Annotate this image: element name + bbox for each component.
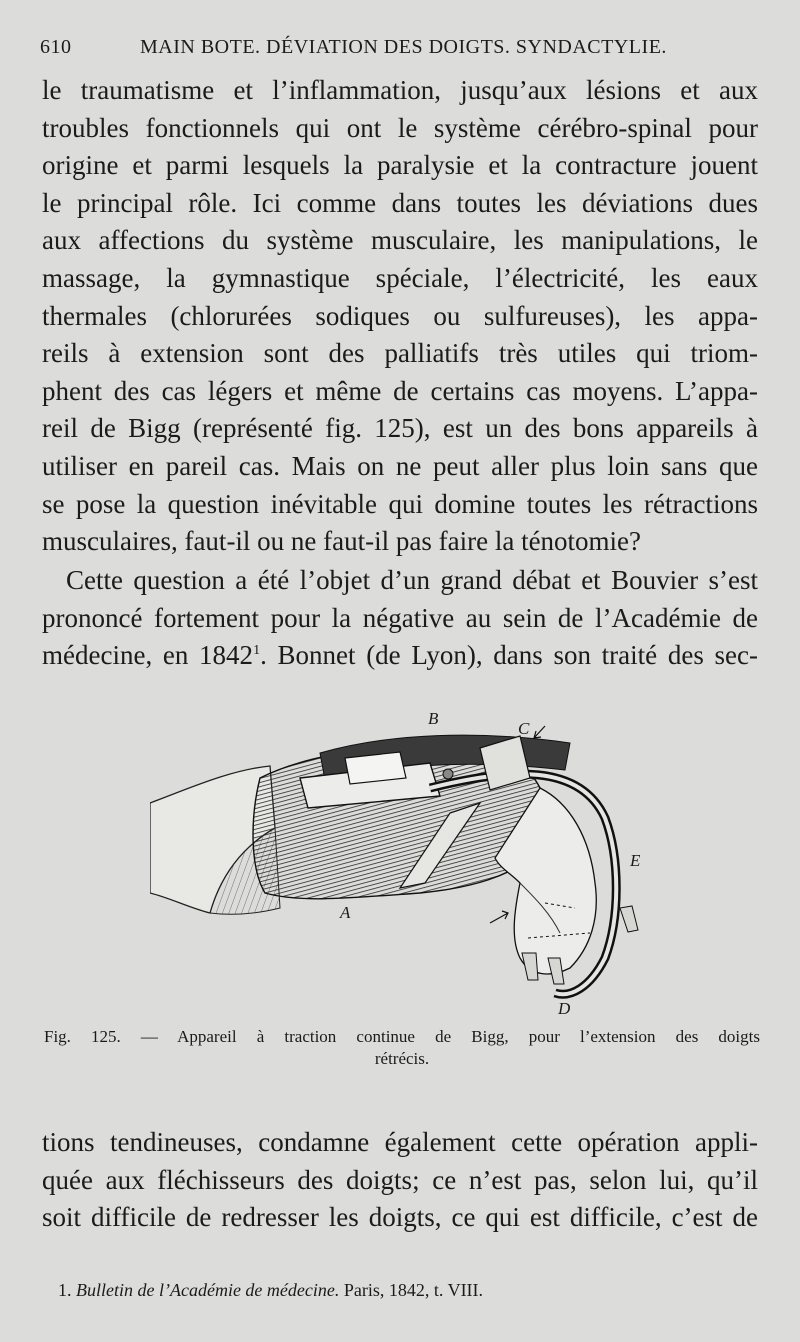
footnote-title: Bulletin de l’Académie de médecine.	[76, 1280, 340, 1300]
text-line: origine et parmi lesquels la paralysie et la contracture jouent	[42, 150, 758, 181]
text-line: se pose la question inévitable qui domine toutes les rétractions	[42, 488, 758, 519]
text-line	[42, 637, 758, 675]
figure-label-d: D	[558, 999, 571, 1018]
text-line: thermales (chlorurées sodiques ou sulfureuses), les appa-	[42, 300, 758, 331]
text-line: phent des cas légers et même de certains cas moyens. L’appa-	[42, 375, 758, 406]
text-line: tions tendineuses, condamne également cette opération appli-	[42, 1127, 758, 1157]
text-line: le principal rôle. Ici comme dans toutes les déviations dues	[42, 187, 758, 218]
screw-knob	[443, 769, 453, 779]
caption-line: Fig. 125. — Appareil à traction continue de Bigg, pour l’extension des doigts	[44, 1027, 760, 1046]
footnote	[58, 1280, 758, 1301]
figure-125-illustration	[150, 708, 670, 1020]
fingertip	[522, 953, 538, 980]
arrow-pointer	[490, 911, 508, 923]
paragraph-1	[42, 72, 758, 561]
text-line: Cette question a été l’objet d’un grand débat et Bouvier s’est	[66, 565, 758, 595]
figure-label-c: C	[518, 719, 530, 738]
text-line: quée aux fléchisseurs des doigts; ce n’est pas, selon lui, qu’il	[42, 1164, 758, 1195]
fingertip	[620, 906, 638, 932]
running-header	[40, 36, 760, 66]
figure-label-b: B	[428, 709, 439, 728]
caption-line: rétrécis.	[374, 1049, 430, 1068]
plate-clip	[345, 752, 406, 784]
paragraph-2	[42, 562, 758, 675]
footnote-reference: Paris, 1842, t. VIII.	[339, 1280, 484, 1300]
footnote-marker: 1	[253, 643, 261, 659]
text-line: utiliser en pareil cas. Mais on ne peut aller plus loin sans que	[42, 450, 758, 481]
figure-label-a: A	[340, 903, 351, 922]
figure-label-e: E	[630, 851, 641, 870]
text-line: prononcé fortement pour la négative au sein de l’Académie de	[42, 602, 758, 633]
hand-apparatus-engraving	[150, 708, 670, 1020]
paragraph-3	[42, 1124, 758, 1237]
text-line: musculaires, faut-il ou ne faut-il pas faire la ténotomie?	[42, 526, 642, 557]
text-line: le traumatisme et l’inflammation, jusqu’aux lésions et aux	[42, 75, 758, 105]
text-line: reil de Bigg (représenté fig. 125), est un des bons appareils à	[42, 413, 758, 444]
arrow-pointer	[534, 726, 545, 738]
footnote-number: 1.	[58, 1280, 72, 1300]
text-line: soit difficile de redresser les doigts, ce qui est difficile, c’est de	[42, 1202, 758, 1233]
text-line: aux affections du système musculaire, les manipulations, le	[42, 225, 758, 256]
page-number: 610	[40, 36, 72, 58]
text-line: reils à extension sont des palliatifs très utiles qui triom-	[42, 338, 758, 369]
figure-caption	[44, 1026, 760, 1070]
running-title: MAIN BOTE. DÉVIATION DES DOIGTS. SYNDACTYLIE.	[140, 36, 667, 58]
text-fragment: . Bonnet (de Lyon), dans son traité des sec-	[260, 640, 758, 671]
text-fragment: médecine, en 1842	[42, 640, 254, 671]
text-line: troubles fonctionnels qui ont le système cérébro-spinal pour	[42, 112, 758, 143]
text-line: massage, la gymnastique spéciale, l’électricité, les eaux	[42, 262, 758, 293]
